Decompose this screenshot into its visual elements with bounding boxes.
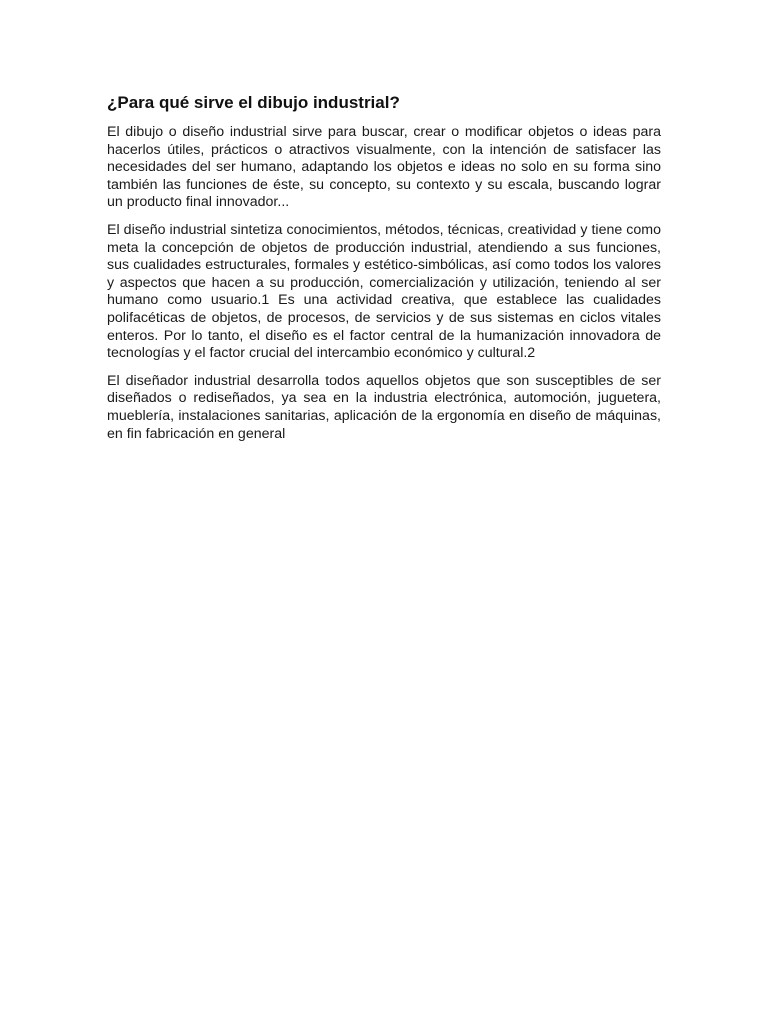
paragraph-purpose: El dibujo o diseño industrial sirve para buscar, crear o modificar objetos o ideas para hacerlos útiles, prácticos o atractivos visualmente, con la intención de satisfacer las necesidades del ser humano, adaptando los objetos e ideas no solo en su forma sino también las funciones de éste, su concepto, su contexto y su escala, buscando lograr un producto final innovador... [107, 124, 661, 211]
page-title: ¿Para qué sirve el dibujo industrial? [107, 93, 400, 112]
paragraph-designer-role: El diseñador industrial desarrolla todos aquellos objetos que son susceptibles de ser diseñados o rediseñados, ya sea en la industria electrónica, automoción, juguetera, mueblería, instalaciones sanitarias, aplicación de la ergonomía en diseño de máquinas, en fin fabricación en general [107, 372, 661, 442]
paragraph-definition: El diseño industrial sintetiza conocimientos, métodos, técnicas, creatividad y tiene como meta la concepción de objetos de producción industrial, atendiendo a sus funciones, sus cualidades estructurales, formales y estético-simbólicas, así como todos los valores y aspectos que hacen a su producción, comercialización y utilización, teniendo al ser humano como usuario.1 Es una actividad creativa, que establece las cualidades polifacéticas de objetos, de procesos, de servicios y de sus sistemas en ciclos vitales enteros. Por lo tanto, el diseño es el factor central de la humanización innovadora de tecnologías y el factor crucial del intercambio económico y cultural.2 [107, 221, 661, 362]
